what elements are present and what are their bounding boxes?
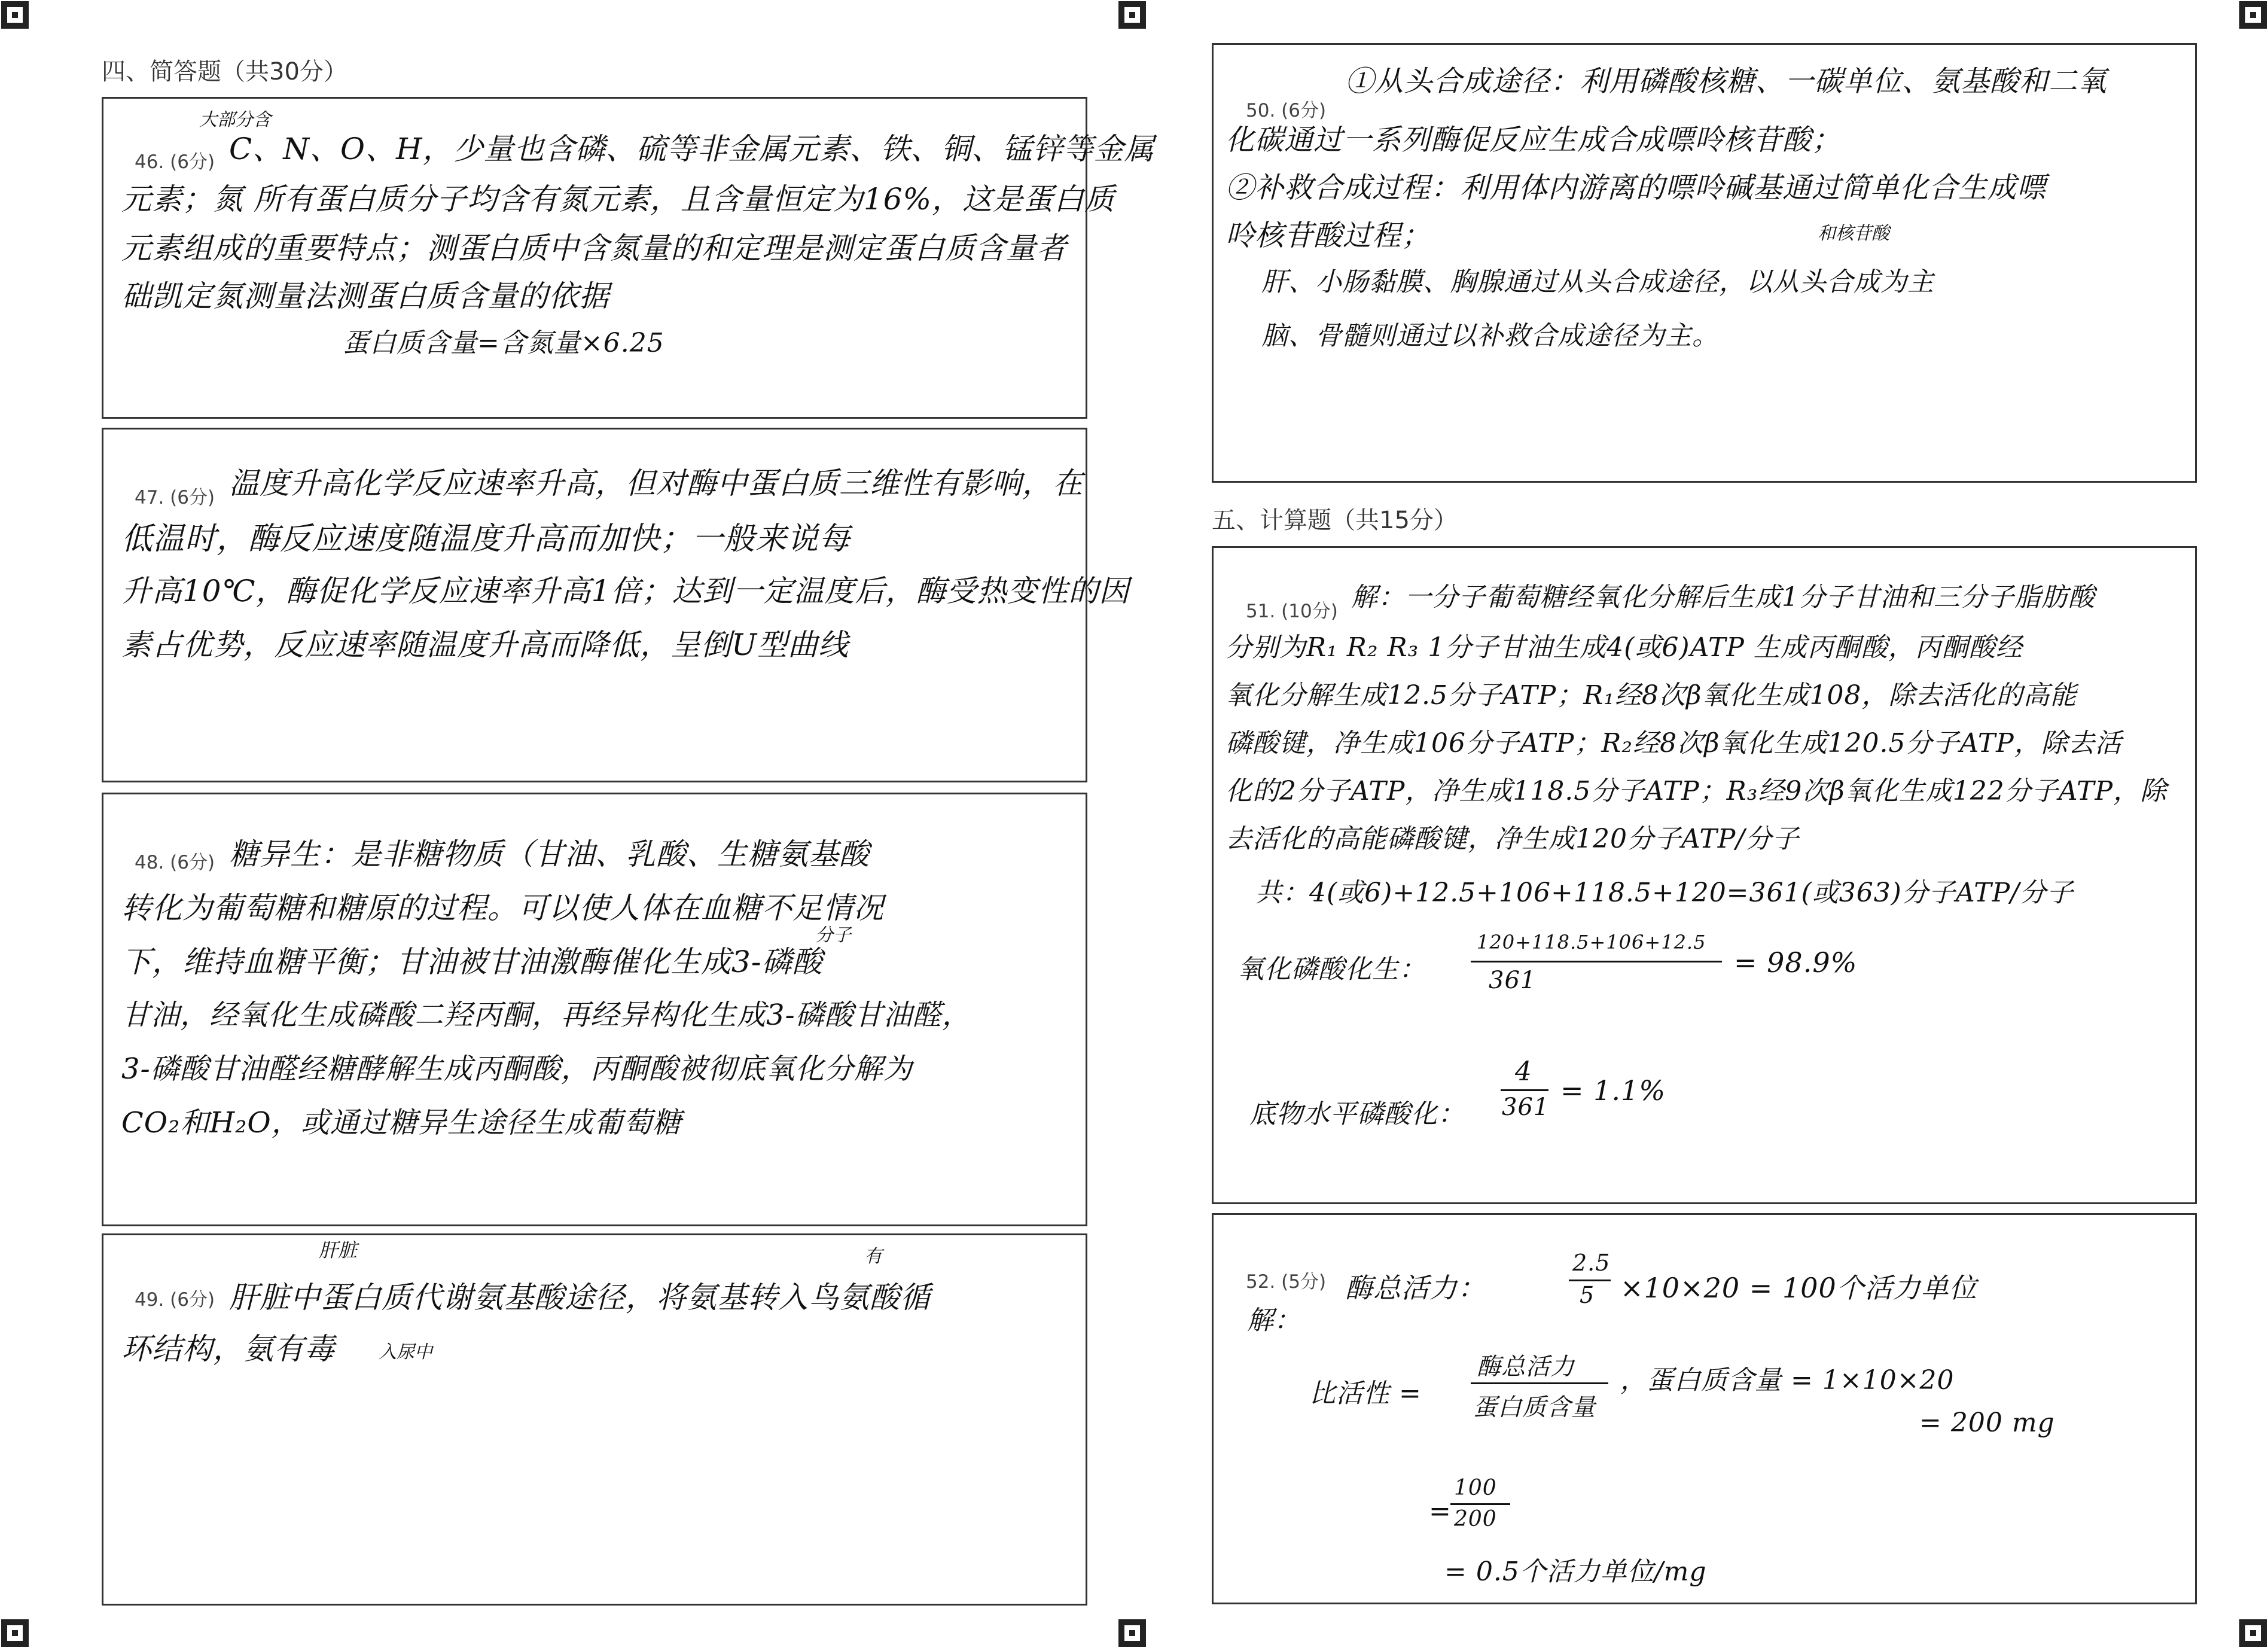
handwritten-line-q48-5: 3-磷酸甘油醛经糖酵解生成丙酮酸，丙酮酸被彻底氧化分解为: [121, 1052, 913, 1086]
handwritten-line-q50-5: 肝、小肠黏膜、胸腺通过从头合成途径，以从头合成为主: [1261, 267, 1934, 297]
question-label-q46: 46. (6分): [135, 151, 215, 173]
efficiency-oxidative-fraction-bar: [1471, 961, 1722, 962]
handwritten-line-q51-4: 磷酸键，净生成106分子ATP；R₂经8次β氧化生成120.5分子ATP，除去活: [1226, 728, 2122, 758]
corner-marker-top-left: [1, 1, 29, 29]
handwritten-line-q51-5: 化的2分子ATP，净生成118.5分子ATP；R₃经9次β氧化生成122分子ATP，除: [1226, 776, 2168, 806]
handwritten-annotation-q46: 大部分含: [199, 109, 271, 130]
handwritten-jie-q52: 解：: [1247, 1305, 1301, 1336]
answer-box-q52: [1212, 1213, 2197, 1604]
efficiency-oxidative-label: 氧化磷酸化生：: [1237, 954, 1426, 985]
total-activity-label: 酶总活力：: [1345, 1272, 1486, 1304]
handwritten-line-q51-2: 分别为R₁ R₂ R₃ 1分子甘油生成4(或6)ATP 生成丙酮酸，丙酮酸经: [1226, 632, 2023, 663]
corner-marker-bottom-center: [1118, 1619, 1146, 1647]
question-label-q51: 51. (10分): [1246, 601, 1338, 622]
handwritten-line-q48-4: 甘油，经氧化生成磷酸二羟丙酮，再经异构化生成3-磷酸甘油醛，: [121, 998, 971, 1032]
handwritten-line-q51-7: 共：4(或6)+12.5+106+118.5+120=361(或363)分子ATP/分子: [1255, 878, 2074, 908]
answer-box-q51: [1212, 546, 2197, 1204]
efficiency-oxidative-result: = 98.9%: [1734, 946, 1858, 979]
corner-marker-top-right: [2239, 1, 2267, 29]
answer-box-q46: [102, 97, 1155, 419]
corner-marker-top-center: [1118, 1, 1146, 29]
protein-content: ，蛋白质含量 = 1×10×20: [1620, 1365, 1955, 1396]
handwritten-line-q46-1: C、N、O、H，少量也含磷、硫等非金属元素、铁、铜、锰锌等金属: [229, 132, 1155, 166]
question-label-q47: 47. (6分): [135, 487, 215, 508]
specific-activity-eq-fraction-bar: [1450, 1503, 1510, 1505]
specific-activity-eq-numerator: 100: [1454, 1476, 1497, 1500]
question-label-q52: 52. (5分): [1246, 1271, 1327, 1293]
answer-box-q48: [102, 793, 1087, 1226]
efficiency-substrate-result: = 1.1%: [1560, 1074, 1666, 1107]
efficiency-oxidative-numerator: 120+118.5+106+12.5: [1477, 931, 1706, 954]
handwritten-line-q46-3: 元素组成的重要特点；测蛋白质中含氮量的和定理是测定蛋白质含量者: [121, 231, 1067, 266]
handwritten-line-q46-5: 蛋白质含量=含氮量×6.25: [343, 328, 664, 358]
handwritten-line-q51-6: 去活化的高能磷酸键，净生成120分子ATP/分子: [1226, 824, 1800, 854]
handwritten-line-q49-2: 环结构，氨有毒: [121, 1332, 335, 1366]
total-activity-numerator: 2.5: [1572, 1250, 1611, 1276]
handwritten-line-q46-2: 元素；氮 所有蛋白质分子均含有氮元素，且含量恒定为16%，这是蛋白质: [121, 182, 1115, 217]
answer-box-q49: [102, 1233, 1087, 1606]
question-label-q49: 49. (6分): [135, 1289, 215, 1311]
handwritten-annotation-q49-a: 肝脏: [319, 1239, 358, 1262]
handwritten-line-q47-3: 升高10℃，酶促化学反应速率升高1倍；达到一定温度后，酶受热变性的因: [121, 574, 1130, 608]
question-label-q48: 48. (6分): [135, 852, 215, 873]
handwritten-line-q50-3: ②补救合成过程：利用体内游离的嘌呤碱基通过简单化合生成嘌: [1226, 171, 2047, 205]
section-title-short-answer: 四、简答题（共30分）: [102, 58, 347, 86]
handwritten-annotation-q49-b: 有: [864, 1246, 882, 1267]
total-activity-denominator: 5: [1580, 1282, 1595, 1308]
handwritten-line-q48-6: CO₂和H₂O，或通过糖异生途径生成葡萄糖: [121, 1106, 682, 1140]
corner-marker-bottom-left: [1, 1619, 29, 1647]
handwritten-line-q51-1: 解：一分子葡萄糖经氧化分解后生成1分子甘油和三分子脂肪酸: [1351, 582, 2095, 613]
handwritten-line-q50-1: ①从头合成途径：利用磷酸核糖、一碳单位、氨基酸和二氧: [1345, 65, 2108, 98]
answer-box-q50: [1212, 43, 2197, 483]
specific-activity-fraction-bar: [1471, 1382, 1608, 1384]
total-activity-result: ×10×20 = 100个活力单位: [1620, 1272, 1977, 1304]
handwritten-line-q48-1: 糖异生：是非糖物质（甘油、乳酸、生糖氨基酸: [229, 837, 870, 872]
handwritten-line-q47-1: 温度升高化学反应速率升高，但对酶中蛋白质三维性有影响，在: [229, 466, 1083, 501]
handwritten-annotation-q49-c: 入尿中: [379, 1342, 432, 1363]
handwritten-line-q48-3: 下，维持血糖平衡；甘油被甘油激酶催化生成3-磷酸: [121, 945, 823, 979]
efficiency-oxidative-denominator: 361: [1489, 967, 1537, 994]
total-activity-fraction-bar: [1569, 1280, 1611, 1281]
handwritten-annotation-q48: 分子: [815, 925, 851, 946]
handwritten-line-q50-6: 脑、骨髓则通过以补救合成途径为主。: [1261, 321, 1719, 351]
efficiency-substrate-label: 底物水平磷酸化：: [1249, 1099, 1465, 1129]
specific-activity-eq-denominator: 200: [1454, 1507, 1497, 1531]
protein-content-result: = 200 mg: [1919, 1408, 2055, 1438]
handwritten-line-q49-1: 肝脏中蛋白质代谢氨基酸途径，将氨基转入鸟氨酸循: [229, 1280, 931, 1315]
specific-activity-eq: =: [1429, 1496, 1452, 1527]
efficiency-substrate-denominator: 361: [1502, 1093, 1550, 1121]
handwritten-line-q47-2: 低温时，酶反应速度随温度升高而加快；一般来说每: [121, 521, 851, 557]
handwritten-line-q46-4: 础凯定氮测量法测蛋白质含量的依据: [121, 279, 609, 313]
handwritten-line-q47-4: 素占优势，反应速率随温度升高而降低，呈倒U型曲线: [121, 627, 849, 662]
handwritten-line-q48-2: 转化为葡萄糖和糖原的过程。可以使人体在血糖不足情况: [121, 891, 884, 925]
question-label-q50: 50. (6分): [1246, 100, 1327, 121]
efficiency-substrate-fraction-bar: [1501, 1089, 1548, 1091]
corner-marker-bottom-right: [2239, 1619, 2267, 1647]
handwritten-line-q50-2: 化碳通过一系列酶促反应生成合成嘌呤核苷酸；: [1226, 123, 1842, 157]
answer-box-q47: [102, 428, 1130, 782]
specific-activity-numerator: 酶总活力: [1477, 1353, 1575, 1381]
handwritten-line-q51-3: 氧化分解生成12.5分子ATP；R₁经8次β氧化生成108，除去活化的高能: [1226, 680, 2077, 711]
specific-activity-label: 比活性 =: [1309, 1378, 1422, 1409]
handwritten-line-q50-4: 呤核苷酸过程；: [1226, 219, 1431, 252]
specific-activity-final: = 0.5个活力单位/mg: [1444, 1556, 1707, 1587]
section-title-calculation: 五、计算题（共15分）: [1212, 507, 1458, 534]
specific-activity-denominator: 蛋白质含量: [1473, 1394, 1596, 1421]
efficiency-substrate-numerator: 4: [1515, 1056, 1532, 1087]
handwritten-insert-q50: 和核苷酸: [1818, 223, 1889, 244]
